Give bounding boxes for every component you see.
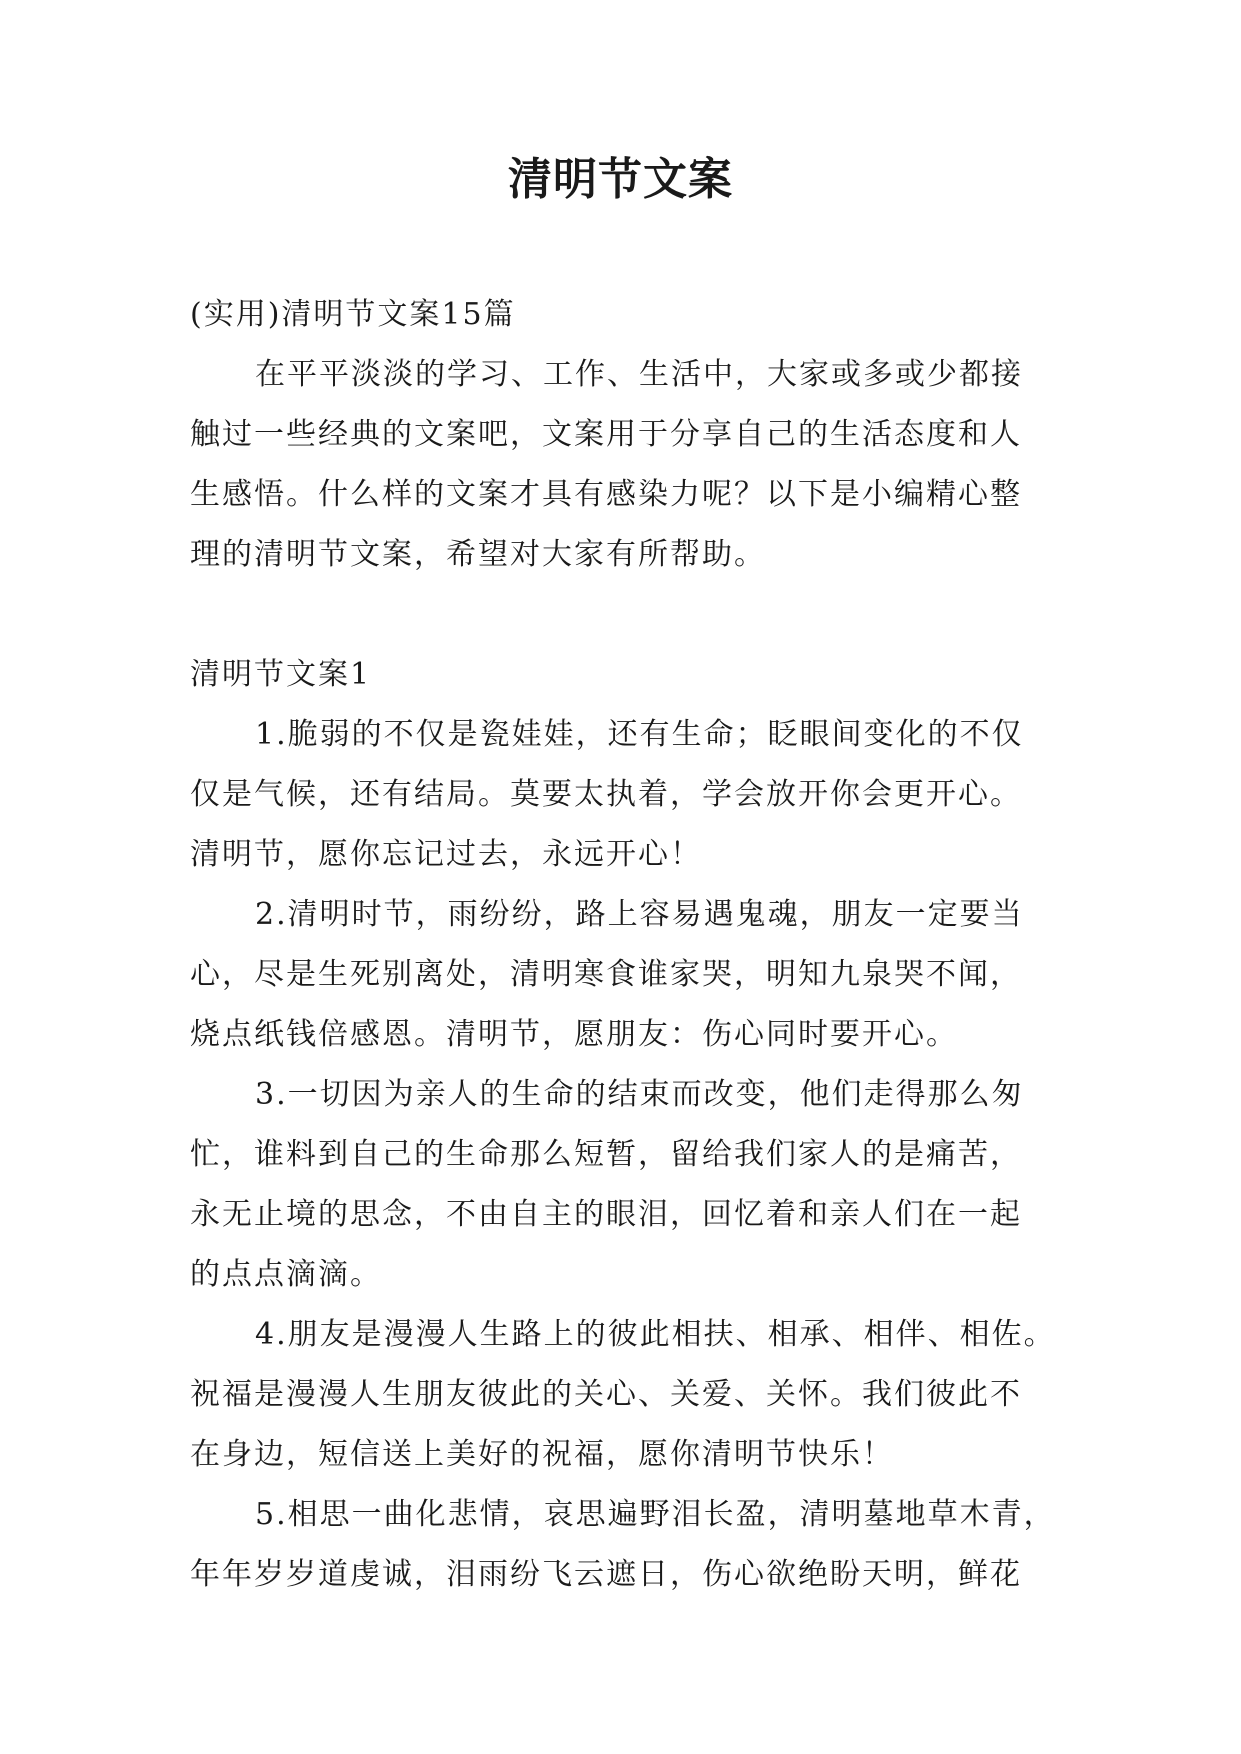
intro-paragraph — [190, 345, 1060, 585]
paragraph-line: 心，尽是生死别离处，清明寒食谁家哭，明知九泉哭不闻， — [190, 957, 1022, 992]
list-item — [190, 1305, 1060, 1485]
paragraph-line: 生感悟。什么样的文案才具有感染力呢？以下是小编精心整 — [190, 477, 1022, 512]
document-body — [190, 285, 1060, 1605]
paragraph-line: 年年岁岁道虔诚，泪雨纷飞云遮日，伤心欲绝盼天明，鲜花 — [190, 1557, 1022, 1592]
list-item — [190, 1485, 1060, 1605]
list-item — [190, 885, 1060, 1065]
paragraph-line: 理的清明节文案，希望对大家有所帮助。 — [190, 537, 766, 572]
paragraph-line: 2.清明时节，雨纷纷，路上容易遇鬼魂，朋友一定要当 — [255, 897, 1024, 932]
spacer — [190, 585, 1060, 645]
paragraph-line: 在平平淡淡的学习、工作、生活中，大家或多或少都接 — [255, 357, 1023, 392]
paragraph-line: 3.一切因为亲人的生命的结束而改变，他们走得那么匆 — [255, 1077, 1024, 1112]
paragraph-line: 1.脆弱的不仅是瓷娃娃，还有生命；眨眼间变化的不仅 — [255, 717, 1024, 752]
list-item — [190, 705, 1060, 885]
paragraph-line: 祝福是漫漫人生朋友彼此的关心、关爱、关怀。我们彼此不 — [190, 1377, 1022, 1412]
paragraph-line: 的点点滴滴。 — [190, 1257, 382, 1292]
paragraph-line: 烧点纸钱倍感恩。清明节，愿朋友：伤心同时要开心。 — [190, 1017, 958, 1052]
list-item — [190, 1065, 1060, 1305]
paragraph-line: 清明节，愿你忘记过去，永远开心！ — [190, 837, 702, 872]
section-heading: 清明节文案1 — [190, 657, 372, 692]
paragraph-line: 仅是气候，还有结局。莫要太执着，学会放开你会更开心。 — [190, 777, 1022, 812]
paragraph-line: 永无止境的思念，不由自主的眼泪，回忆着和亲人们在一起 — [190, 1197, 1022, 1232]
paragraph-line: 忙，谁料到自己的生命那么短暂，留给我们家人的是痛苦， — [190, 1137, 1022, 1172]
paragraph-line: 触过一些经典的文案吧，文案用于分享自己的生活态度和人 — [190, 417, 1022, 452]
paragraph-line: 5.相思一曲化悲情，哀思遍野泪长盈，清明墓地草木青， — [255, 1497, 1056, 1532]
paragraph-line: 4.朋友是漫漫人生路上的彼此相扶、相承、相伴、相佐。 — [255, 1317, 1056, 1352]
paragraph-line: 在身边，短信送上美好的祝福，愿你清明节快乐！ — [190, 1437, 894, 1472]
document-subtitle: (实用)清明节文案15篇 — [190, 297, 516, 332]
document-title: 清明节文案 — [508, 154, 733, 205]
